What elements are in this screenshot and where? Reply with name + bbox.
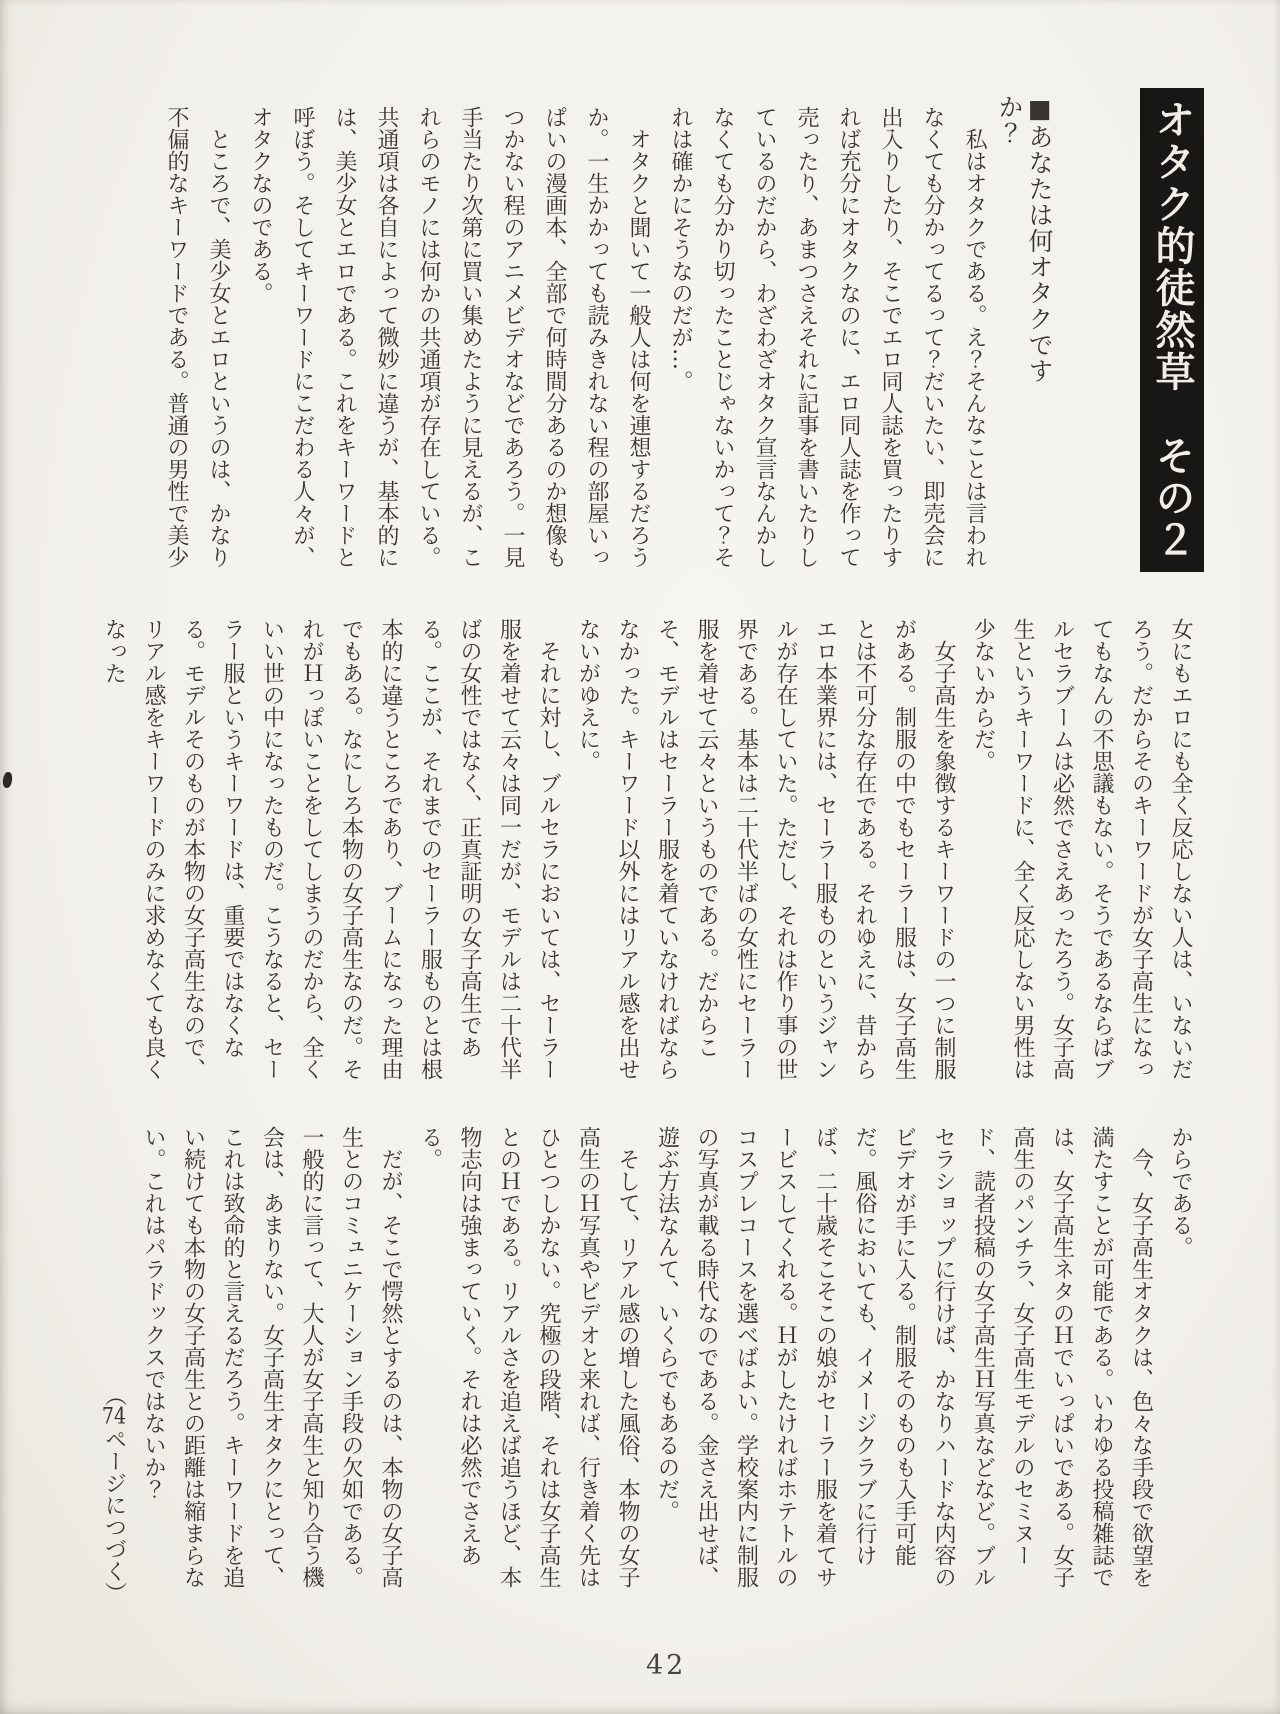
paragraph: オタクと聞いて一般人は何を連想するだろうか。一生かかっても読みきれない程の部屋いっぱいの漫画本、全部で何時間分あるのか想像もつかない程のアニメビデオなどであろう。一見手当たり次第に買い集めたように見えるが、これらのモノには何かの共通項が存在している。共通項は各自によって微妙に違うが、基本的には、美少女とエロである。これをキーワードと呼ぼう。そしてキーワードにこだわる人々が、オタクなのである。 [248,106,651,568]
article-title: オタク的徒然草 その２ [1149,99,1196,561]
text-band-middle [101,618,1200,1096]
scan-speck [2,771,13,788]
paragraph: ところで、美少女とエロというのは、かなり不偏的なキーワードである。普通の男性で美少 [164,106,231,568]
paragraph: 女にもエロにも全く反応しない人は、いないだろう。だからそのキーワードが女子高生になってもなんの不思議もない。そうであるならばブルセラブームは必然でさえあったろう。女子高生というキーワードに、全く反応しない男性は少ないからだ。 [970,618,1193,1080]
paragraph: そして、リアル感の増した風俗、本物の女子高生のＨ写真やビデオと来れば、行き着く先はひとつしかない。究極の段階、それは女子高生とのＨである。リアルさを追えば追うほど、本物志向は強まっていく。それは必然でさえある。 [417,1126,640,1588]
paragraph: だが、そこで愕然とするのは、本物の女子高生とのコミュニケーション手段の欠如である。一般的に言って、大人が女子高生と知り合う機会は、あまりない。女子高生オタクにとって、これは致命的と言えるだろう。キーワードを追い続けても本物の女子高生との距離は縮まらない。これはパラドックスではないか？ [141,1126,403,1588]
continuation-open-paren: （ [101,1384,127,1406]
continuation-page-number: 74 [101,1406,127,1428]
text-band-bottom [101,1126,1200,1604]
continuation-text: ページにつづく） [101,1428,127,1604]
section-heading: ■あなたは何オタクですか？ [995,94,1054,384]
page-number: 42 [646,1650,687,1681]
text-band-top [137,106,995,578]
paragraph: からである。 [1168,1126,1193,1258]
paragraph: それに対し、ブルセラにおいては、セーラー服を着せて云々は同一だが、モデルは二十代半ばの女性ではなく、正真証明の女子高生である。ここが、それまでのセーラー服ものとは根本的に違うところであり、ブームになった理由でもある。なにしろ本物の女子高生なのだ。それがＨっぽいことをしてしまうのだから、全くいい世の中になったものだ。こうなると、セーラー服というキーワードは、重要ではなくなる。モデルそのものが本物の女子高生なので、リアル感をキーワードのみに求めなくても良くなった [101,618,561,1080]
article-title-banner [1140,88,1204,572]
paragraph: 女子高生を象徴するキーワードの一つに制服がある。制服の中でもセーラー服は、女子高生とは不可分な存在である。それゆえに、昔からエロ本業界には、セーラー服ものというジャンルが存在していた。ただし、それは作り事の世界である。基本は二十代半ばの女性にセーラー服を着せて云々というものである。だからこそ、モデルはセーラー服を着ていなければならなかった。キーワード以外にはリアル感を出せないがゆえに。 [575,618,956,1080]
continuation-note [94,1126,134,1604]
paragraph: 私はオタクである。え？そんなことは言われなくても分かってるって？だいたい、即売会に出入りしたり、そこでエロ同人誌を買ったりすれば充分にオタクなのに、エロ同人誌を作って売ったり、あまつさえそれに記事を書いたりしているのだから、わざわざオタク宣言なんかしなくても分かり切ったことじゃないかって？それは確かにそうなのだが…。 [668,106,987,568]
paragraph: 今、女子高生オタクは、色々な手段で欲望を満たすことが可能である。いわゆる投稿雑誌では、女子高生ネタのＨでいっぱいである。女子高生のパンチラ、女子高生モデルのセミヌード、読者投稿の女子高生Ｈ写真などなど。ブルセラショップに行けば、かなりハードな内容のビデオが手に入る。制服そのものも入手可能だ。風俗においても、イメージクラブに行けば、二十歳そこそこの娘がセーラー服を着てサービスしてくれる。Ｈがしたければホテトルのコスプレコースを選べばよい。学校案内に制服の写真が載る時代なのである。金さえ出せば、遊ぶ方法なんて、いくらでもあるのだ。 [654,1126,1154,1588]
